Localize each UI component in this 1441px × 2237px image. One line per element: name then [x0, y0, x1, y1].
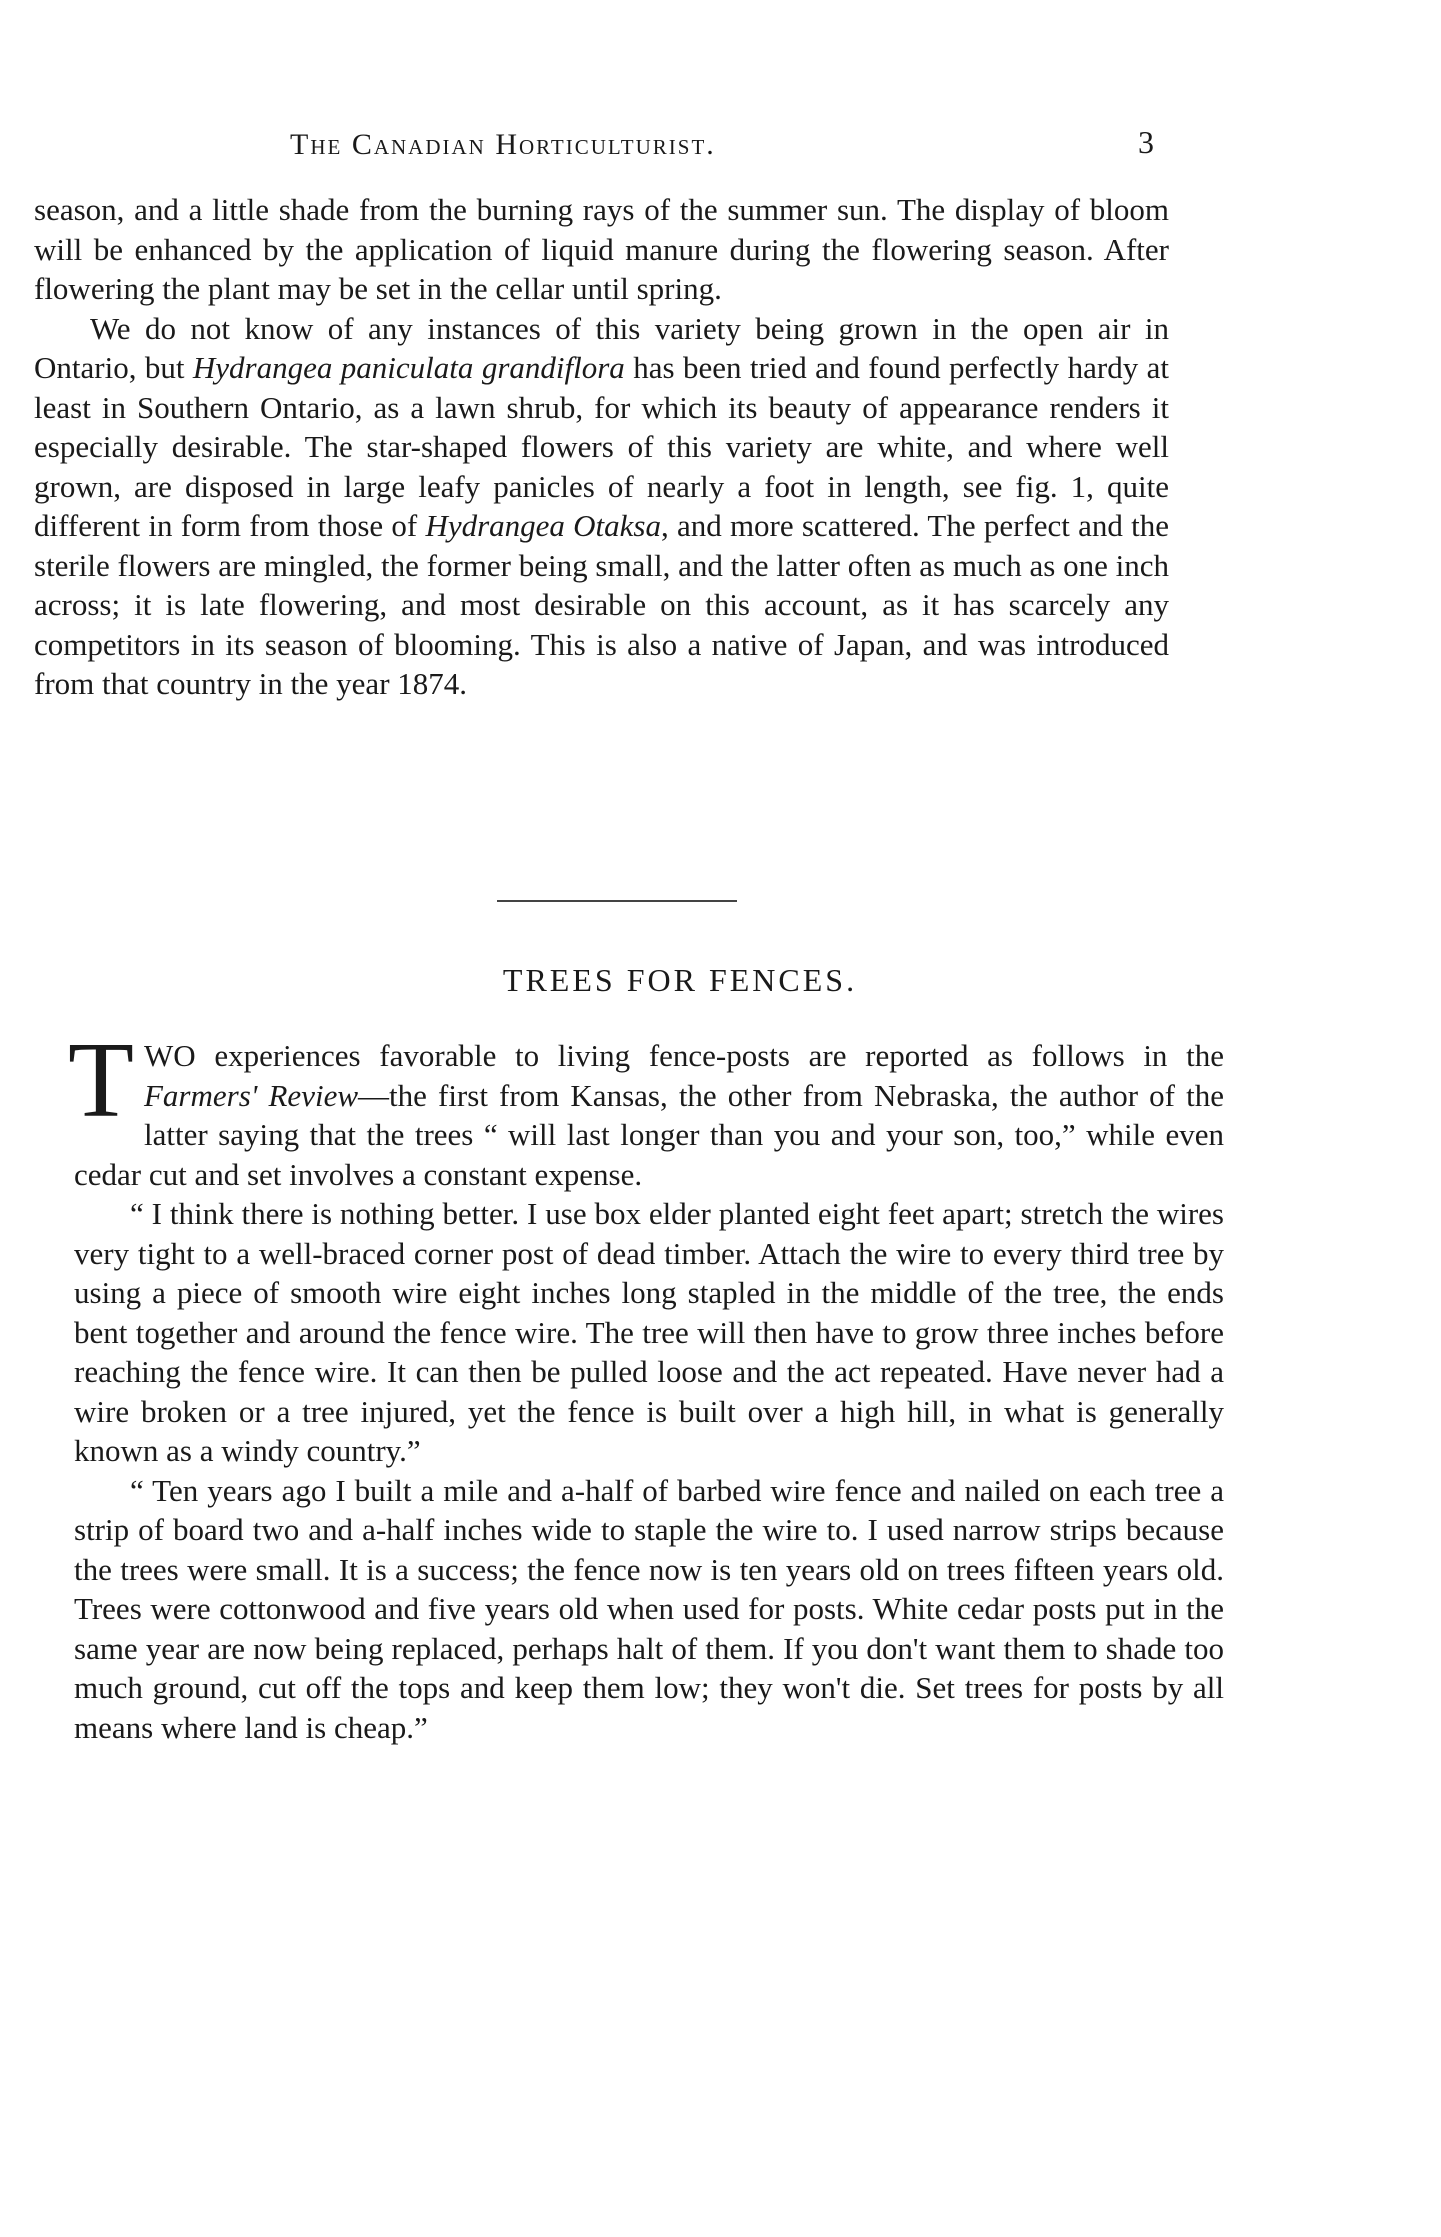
paragraph: “ I think there is nothing better. I use box elder planted eight feet apart; stretch the wires very tight to a well-braced corner post of dead timber. Attach the wire to every third tree by using a piece of smooth wire eight inches long stapled in the middle of the tree, the ends bent together and around the fence wire. The tree will then have to grow three inches before reaching the fence wire. It can then be pulled loose and the act repeated. Have never had a wire broken or a tree injured, yet the fence is built over a high hill, in what is generally known as a windy country.” — [74, 1196, 1224, 1468]
paragraph: season, and a little shade from the burning rays of the summer sun. The display of bloom will be enhanced by the application of liquid manure during the flowering season. After flowering the plant may be set in the cellar until spring. — [34, 192, 1169, 306]
paragraph: “ Ten years ago I built a mile and a-half of barbed wire fence and nailed on each tree a strip of board two and a-half inches wide to staple the wire to. I used narrow strips because the trees were small. It is a success; the fence now is ten years old on trees fifteen years old. Trees were cottonwood and five years old when used for posts. White cedar posts put in the same year are now being replaced, perhaps halt of them. If you don't want them to shade too much ground, cut off the tops and keep them low; they won't die. Set trees for posts by all means where land is cheap.” — [74, 1472, 1224, 1745]
page-number: 3 — [1138, 124, 1154, 160]
lead-word-rest: WO — [143, 1038, 196, 1073]
article-title: TREES FOR FENCES. — [502, 962, 858, 998]
paragraph — [34, 309, 1169, 704]
section-divider — [497, 900, 737, 902]
drop-cap: T — [68, 1021, 134, 1140]
article-body — [68, 1021, 1224, 1747]
hydrangea-continuation — [34, 190, 1169, 704]
italic-publication-name: Farmers' Review — [143, 1077, 359, 1113]
italic-species-name: Hydrangea Otaksa — [425, 508, 661, 543]
paragraph — [68, 1021, 1224, 1194]
text-run: experiences favorable to living fence-posts are reported as follows in the — [195, 1038, 1224, 1073]
text-run: has been tried and found perfectly hardy at least in Southern Ontario, as a lawn shrub, for which its beauty of appearance renders it especially desirable. The star-shaped flowers of this variety are white, and where well grown, are disposed in large leafy panicles of nearly a foot in length, see fig. 1, quite different in form from those of — [34, 350, 1169, 543]
running-title: The Canadian Horticulturist. — [290, 128, 716, 161]
text-run: —the first from Kansas, the other from Nebraska, the author of the latter saying that the trees “ will last longer than you and your son, too,” while even cedar cut and set involves a constant expense. — [74, 1077, 1224, 1192]
text-run: We do not know of any instances of this variety being grown in the open air in Ontario, but — [34, 310, 1169, 385]
text-run: , and more scattered. The perfect and the sterile flowers are mingled, the former being small, and the latter often as much as one inch across; it is late flowering, and most desirable on this account, as it has scarcely any competitors in its season of blooming. This is also a native of Japan, and was introduced from that country in the year 1874. — [34, 508, 1169, 701]
italic-species-name: Hydrangea paniculata grandiflora — [192, 350, 625, 385]
